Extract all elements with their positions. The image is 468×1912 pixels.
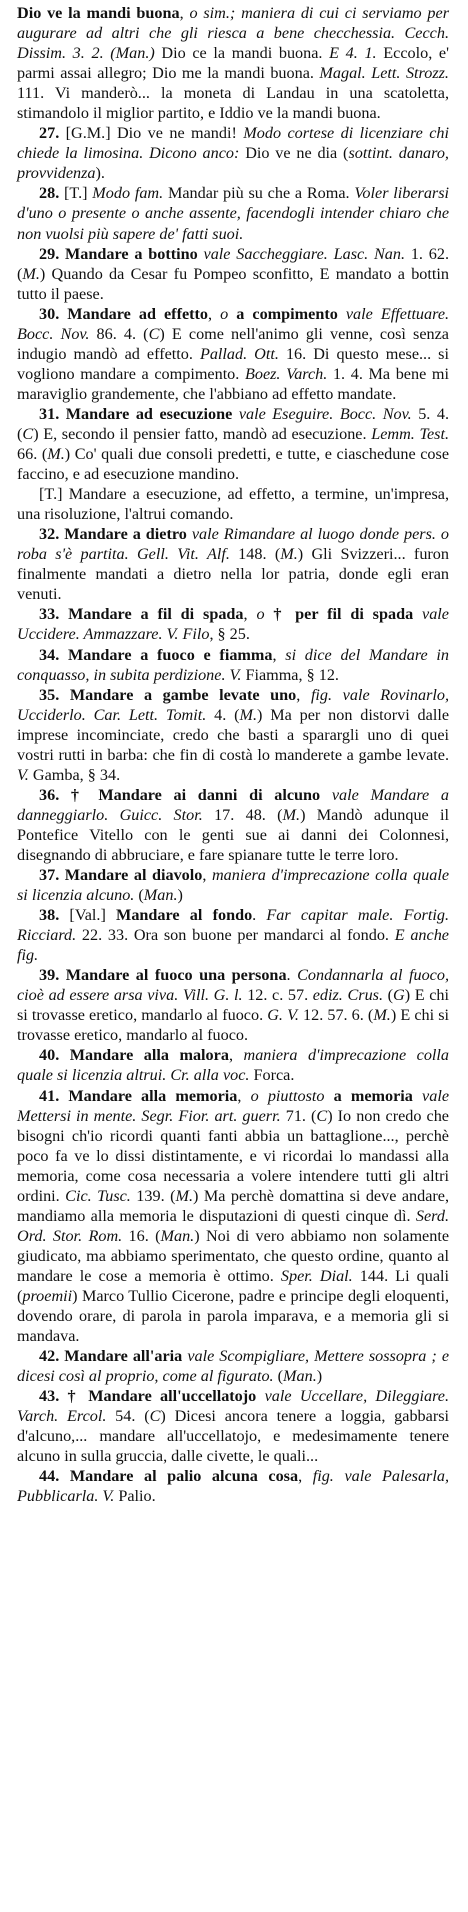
body-text: Mandar più su che a Roma. <box>163 184 355 203</box>
body-text: ( <box>134 886 144 905</box>
entry-cont <box>17 3 449 123</box>
italic-text: Man. <box>143 886 178 905</box>
body-text: Fiamma, § 12. <box>241 665 339 684</box>
body-text: Gamba, § 34. <box>28 765 121 784</box>
entry-33 <box>17 604 449 644</box>
italic-text: C <box>148 324 160 343</box>
italic-text: vale Uccidere. Ammazzare. V. <box>17 605 449 644</box>
body-text: 71. ( <box>280 1106 317 1125</box>
entry-36 <box>17 785 449 865</box>
italic-text: M. <box>373 1006 391 1025</box>
body-text: ) Co' quali due consoli predetti, e tutte, e ciaschedune cose faccino, e ad esecuzione mandino. <box>17 445 450 484</box>
italic-text: Magal. Lett. Strozz. <box>319 64 449 83</box>
entry-44 <box>17 1466 449 1506</box>
text-column <box>17 3 449 1507</box>
body-text: . <box>286 966 298 985</box>
entry-31-t <box>17 484 449 524</box>
headword-text: 34. Mandare a fuoco e fiamma <box>39 645 273 664</box>
italic-text: C <box>149 1407 161 1426</box>
italic-text: E anche fig. <box>17 926 449 965</box>
italic-text: o sim.; maniera di cui ci serviamo per augurare ad altri che gli riesca a bene checchessia. Cecch. Dissim. 3. 2. (Man.) <box>17 4 449 63</box>
entry-43 <box>17 1386 449 1466</box>
entry-34 <box>17 645 449 685</box>
entry-30 <box>17 304 449 404</box>
headword-text: a memoria <box>333 1086 413 1105</box>
headword-text: † per fil di spada <box>273 605 414 624</box>
body-text: Dio ce la mandi buona. <box>154 44 330 63</box>
italic-text: Man. <box>283 1367 317 1386</box>
italic-text: Serd. Ord. Stor. Rom. <box>17 1206 449 1245</box>
entry-29 <box>17 244 449 304</box>
headword-text: 39. Mandare al fuoco una persona <box>39 966 287 985</box>
entry-37 <box>17 865 449 905</box>
italic-text: vale Eseguire. Bocc. Nov. <box>238 404 412 423</box>
italic-text: o <box>256 605 265 624</box>
body-text: , <box>179 4 190 22</box>
headword-text: 36. † Mandare ai danni di alcuno <box>39 785 321 804</box>
body-text: [Val.] <box>59 906 117 925</box>
headword-text: 37. Mandare al diavolo <box>39 866 203 885</box>
body-text: , <box>228 1046 244 1065</box>
body-text: 12. c. 57. <box>242 986 313 1005</box>
entry-42 <box>17 1346 449 1386</box>
body-text: [T.] Mandare a esecuzione, ad effetto, a termine, un'impresa, una risoluzione, l'altrui comando. <box>17 485 449 524</box>
body-text: ) Io non credo che bisogni ch'io ricordi quanti fanti abbia un battaglione..., perchè poco fa ve lo dissi distintamente, e vi ricordai lo mandassi alla memoria, come cosa necessaria a volere intendere tutti gli altri ordini. <box>17 1106 449 1205</box>
entry-28 <box>17 183 449 243</box>
body-text: , <box>243 605 257 624</box>
headword-text: 27. <box>39 124 60 143</box>
body-text: Dio ve ne dia ( <box>239 144 349 163</box>
italic-text: o <box>220 304 229 323</box>
body-text: 54. ( <box>106 1407 150 1426</box>
italic-text: C <box>22 424 34 443</box>
body-text: , <box>202 866 212 885</box>
body-text: . <box>252 906 267 925</box>
body-text <box>413 1087 422 1105</box>
headword-text: a compimento <box>236 304 338 323</box>
headword-text: 41. Mandare alla memoria <box>39 1086 238 1105</box>
italic-text: Man. <box>160 1226 195 1245</box>
body-text: Palio. <box>114 1487 156 1506</box>
italic-text: maniera d'imprecazione colla quale si licenzia alcuno. <box>17 866 450 905</box>
body-text: 139. ( <box>130 1186 176 1205</box>
italic-text: Cic. Tusc. <box>65 1186 131 1205</box>
headword-text: Dio ve la mandi buona <box>17 4 180 22</box>
italic-text: Far capitar male. Fortig. Ricciard. <box>17 906 449 945</box>
italic-text: Sper. Dial. <box>280 1266 353 1285</box>
body-text: 16. ( <box>122 1226 161 1245</box>
body-text: , <box>296 685 311 704</box>
italic-text: V. <box>17 765 29 784</box>
italic-text: proemii <box>22 1287 73 1305</box>
body-text: ) E come nell'animo gli venne, così senza indugio mandò ad effetto. <box>17 324 449 363</box>
italic-text: M. <box>175 1186 193 1205</box>
italic-text: fig. vale Palesarla, Pubblicarla. V. <box>17 1467 449 1506</box>
italic-text: vale Scompigliare, Mettere sossopra ; e dicesi così al proprio, come al figurato. <box>17 1347 450 1386</box>
body-text: ) <box>316 1367 323 1386</box>
body-text: , <box>237 1086 251 1105</box>
italic-text: Condannarla al fuoco, cioè ad essere arsa viva. Vill. G. l. <box>17 966 450 1005</box>
body-text: 4. ( <box>206 705 240 724</box>
headword-text: 29. Mandare a bottino <box>39 244 198 263</box>
body-text: 66. ( <box>17 445 48 464</box>
body-text <box>325 1087 334 1105</box>
body-text: ) E chi si trovasse eretico, mandarlo al fuoco. <box>17 986 450 1025</box>
entry-40 <box>17 1045 449 1085</box>
italic-text: Modo fam. <box>92 184 164 203</box>
italic-text: vale Uccellare, Dileggiare. Varch. Ercol. <box>17 1387 449 1426</box>
body-text: ) E, secondo il pensier fatto, mandò ad esecuzione. <box>33 424 372 443</box>
body-text <box>320 786 332 804</box>
body-text: Forca. <box>249 1066 295 1085</box>
italic-text: vale Mandare a danneggiarlo. Guicc. Stor. <box>17 785 449 824</box>
italic-text: Filo <box>182 625 210 644</box>
body-text: , <box>298 1467 313 1486</box>
italic-text: vale Mettersi in mente. Segr. Fior. art. guerr. <box>17 1086 450 1125</box>
entry-38 <box>17 905 449 965</box>
headword-text: 32. Mandare a dietro <box>39 525 187 544</box>
body-text: ) Dicesi ancora tenere a loggia, gabbarsi d'alcuno,... mandare all'uccellatojo, e medesimamente tenere alcuno in sulla gruccia, dalle civette, le quali... <box>17 1407 450 1466</box>
headword-text: 30. Mandare ad effetto <box>39 304 209 323</box>
italic-text: M. <box>47 445 65 464</box>
body-text: 5. 4. ( <box>17 404 450 443</box>
body-text: 144. Li quali ( <box>17 1266 450 1305</box>
body-text <box>338 305 346 323</box>
body-text: ). <box>95 164 105 183</box>
body-text: 1. 4. Ma bene mi maraviglio grandemente, che l'abbiano ad effetto mandate. <box>17 364 449 403</box>
body-text: ) Quando da Cesar fu Pompeo sconfitto, E mandato a bottin tutto il paese. <box>17 264 449 303</box>
headword-text: 35. Mandare a gambe levate uno <box>39 685 297 704</box>
headword-text: 33. Mandare a fil di spada <box>39 605 244 624</box>
italic-text: Lemm. Test. <box>371 424 449 443</box>
headword-text: 42. Mandare all'aria <box>39 1347 183 1366</box>
italic-text: o piuttosto <box>250 1086 325 1105</box>
body-text: 111. Vi manderò... la moneta di Landau in una scatoletta, stimandolo il miglior partito, e Iddio ve la mandi buona. <box>17 84 449 123</box>
headword-text: 44. Mandare al palio alcuna cosa <box>39 1467 299 1486</box>
italic-text: sottint. danaro, provvidenza <box>17 144 449 183</box>
italic-text: M. <box>239 705 258 724</box>
entry-32 <box>17 524 449 604</box>
italic-text: M. <box>280 545 298 564</box>
italic-text: Pallad. Ott. <box>199 344 279 363</box>
body-text: 1. 62. ( <box>17 244 449 283</box>
italic-text: maniera d'imprecazione colla quale si licenzia altrui. Cr. alla voc. <box>17 1046 449 1085</box>
body-text: Eccolo, e' parmi assai allegro; Dio me la mandi buona. <box>17 44 450 83</box>
italic-text: vale Effettuare. Bocc. Nov. <box>17 304 450 343</box>
headword-text: 28. <box>39 184 60 203</box>
body-text: ) Mandò adunque il Pontefice Vitello con le genti sue ai danni dei Colonnesi, disegnando di abbruciare, e fare spianare tutte le terre loro. <box>17 805 450 864</box>
entry-31 <box>17 404 449 484</box>
body-text: 12. 57. 6. ( <box>298 1006 374 1025</box>
italic-text: E 4. 1. <box>329 44 377 63</box>
headword-text: Mandare al fondo <box>116 906 253 925</box>
italic-text: ediz. Crus. <box>312 986 384 1005</box>
body-text: [T.] <box>59 184 93 203</box>
italic-text: M. <box>282 805 301 824</box>
entry-27 <box>17 123 449 183</box>
body-text: 22. 33. Ora son buone per mandarci al fondo. <box>76 926 395 945</box>
body-text: ) Noi di vero abbiamo non solamente giudicato, ma abbiamo sperimentato, che questo ordine, quanto al mandare le cose a memoria è ottimo. <box>17 1226 449 1285</box>
italic-text: C <box>316 1106 328 1125</box>
body-text: ) Marco Tullio Cicerone, padre e principe degli eloquenti, dovendo orare, di parola in parola imparava, e a memoria gli si mandava. <box>17 1287 449 1346</box>
italic-text: G <box>393 986 405 1005</box>
italic-text: Boez. Varch. <box>244 364 328 383</box>
italic-text: vale Rimandare al luogo donde pers. o roba s'è partita. Gell. Vit. Alf. <box>17 525 450 564</box>
body-text: ( <box>273 1367 284 1386</box>
headword-text: 31. Mandare ad esecuzione <box>39 404 233 423</box>
body-text: ) <box>177 886 183 905</box>
italic-text: G. V. <box>267 1006 299 1025</box>
italic-text: fig. vale Rovinarlo, Ucciderlo. Car. Lett. Tomit. <box>17 685 450 724</box>
body-text: ) Ma perchè domattina si deve andare, mandiamo alla memoria le disputazioni di questi cinque dì. <box>17 1186 450 1225</box>
italic-text: Modo cortese di licenziare chi chiede la limosina. Dicono anco: <box>17 124 450 163</box>
body-text: , § 25. <box>209 625 250 644</box>
body-text: ) E chi si trovasse eretico, mandarlo al fuoco. <box>17 1006 450 1045</box>
entry-41 <box>17 1086 449 1347</box>
italic-text: M. <box>22 264 40 283</box>
body-text: 148. ( <box>229 545 281 564</box>
italic-text: si dice del Mandare in conquasso, in subita perdizione. V. <box>17 645 450 684</box>
entry-35 <box>17 685 449 785</box>
headword-text: 38. <box>39 906 60 925</box>
body-text: , <box>208 304 221 323</box>
body-text: , <box>272 645 286 664</box>
headword-text: 40. Mandare alla malora <box>39 1046 229 1065</box>
body-text: ( <box>383 986 394 1005</box>
body-text: ) Gli Svizzeri... furon finalmente mandati a dietro nella lor patria, donde egli eran venuti. <box>17 545 449 604</box>
headword-text: 43. † Mandare all'uccellatojo <box>39 1387 257 1406</box>
body-text: ) Ma per non distorvi dalle imprese incominciate, credo che basti a sparargli uno di quei vostri rutti in barba: che fin di costà lo manderete a gambe levate. <box>17 705 450 764</box>
body-text: 16. Di questo mese... si vogliono mandare a compimento. <box>17 344 449 383</box>
body-text: [G.M.] Dio ve ne mandi! <box>59 124 244 143</box>
body-text <box>256 1387 264 1405</box>
italic-text: Voler liberarsi d'uno o presente o anche assente, facendogli intender chiaro che non vuolsi più sapere de' fatti suoi. <box>17 184 450 243</box>
italic-text: vale Saccheggiare. Lasc. Nan. <box>203 244 406 263</box>
body-text <box>413 605 422 623</box>
body-text: 86. 4. ( <box>89 324 149 343</box>
body-text: 17. 48. ( <box>202 805 283 824</box>
entry-39 <box>17 965 449 1045</box>
